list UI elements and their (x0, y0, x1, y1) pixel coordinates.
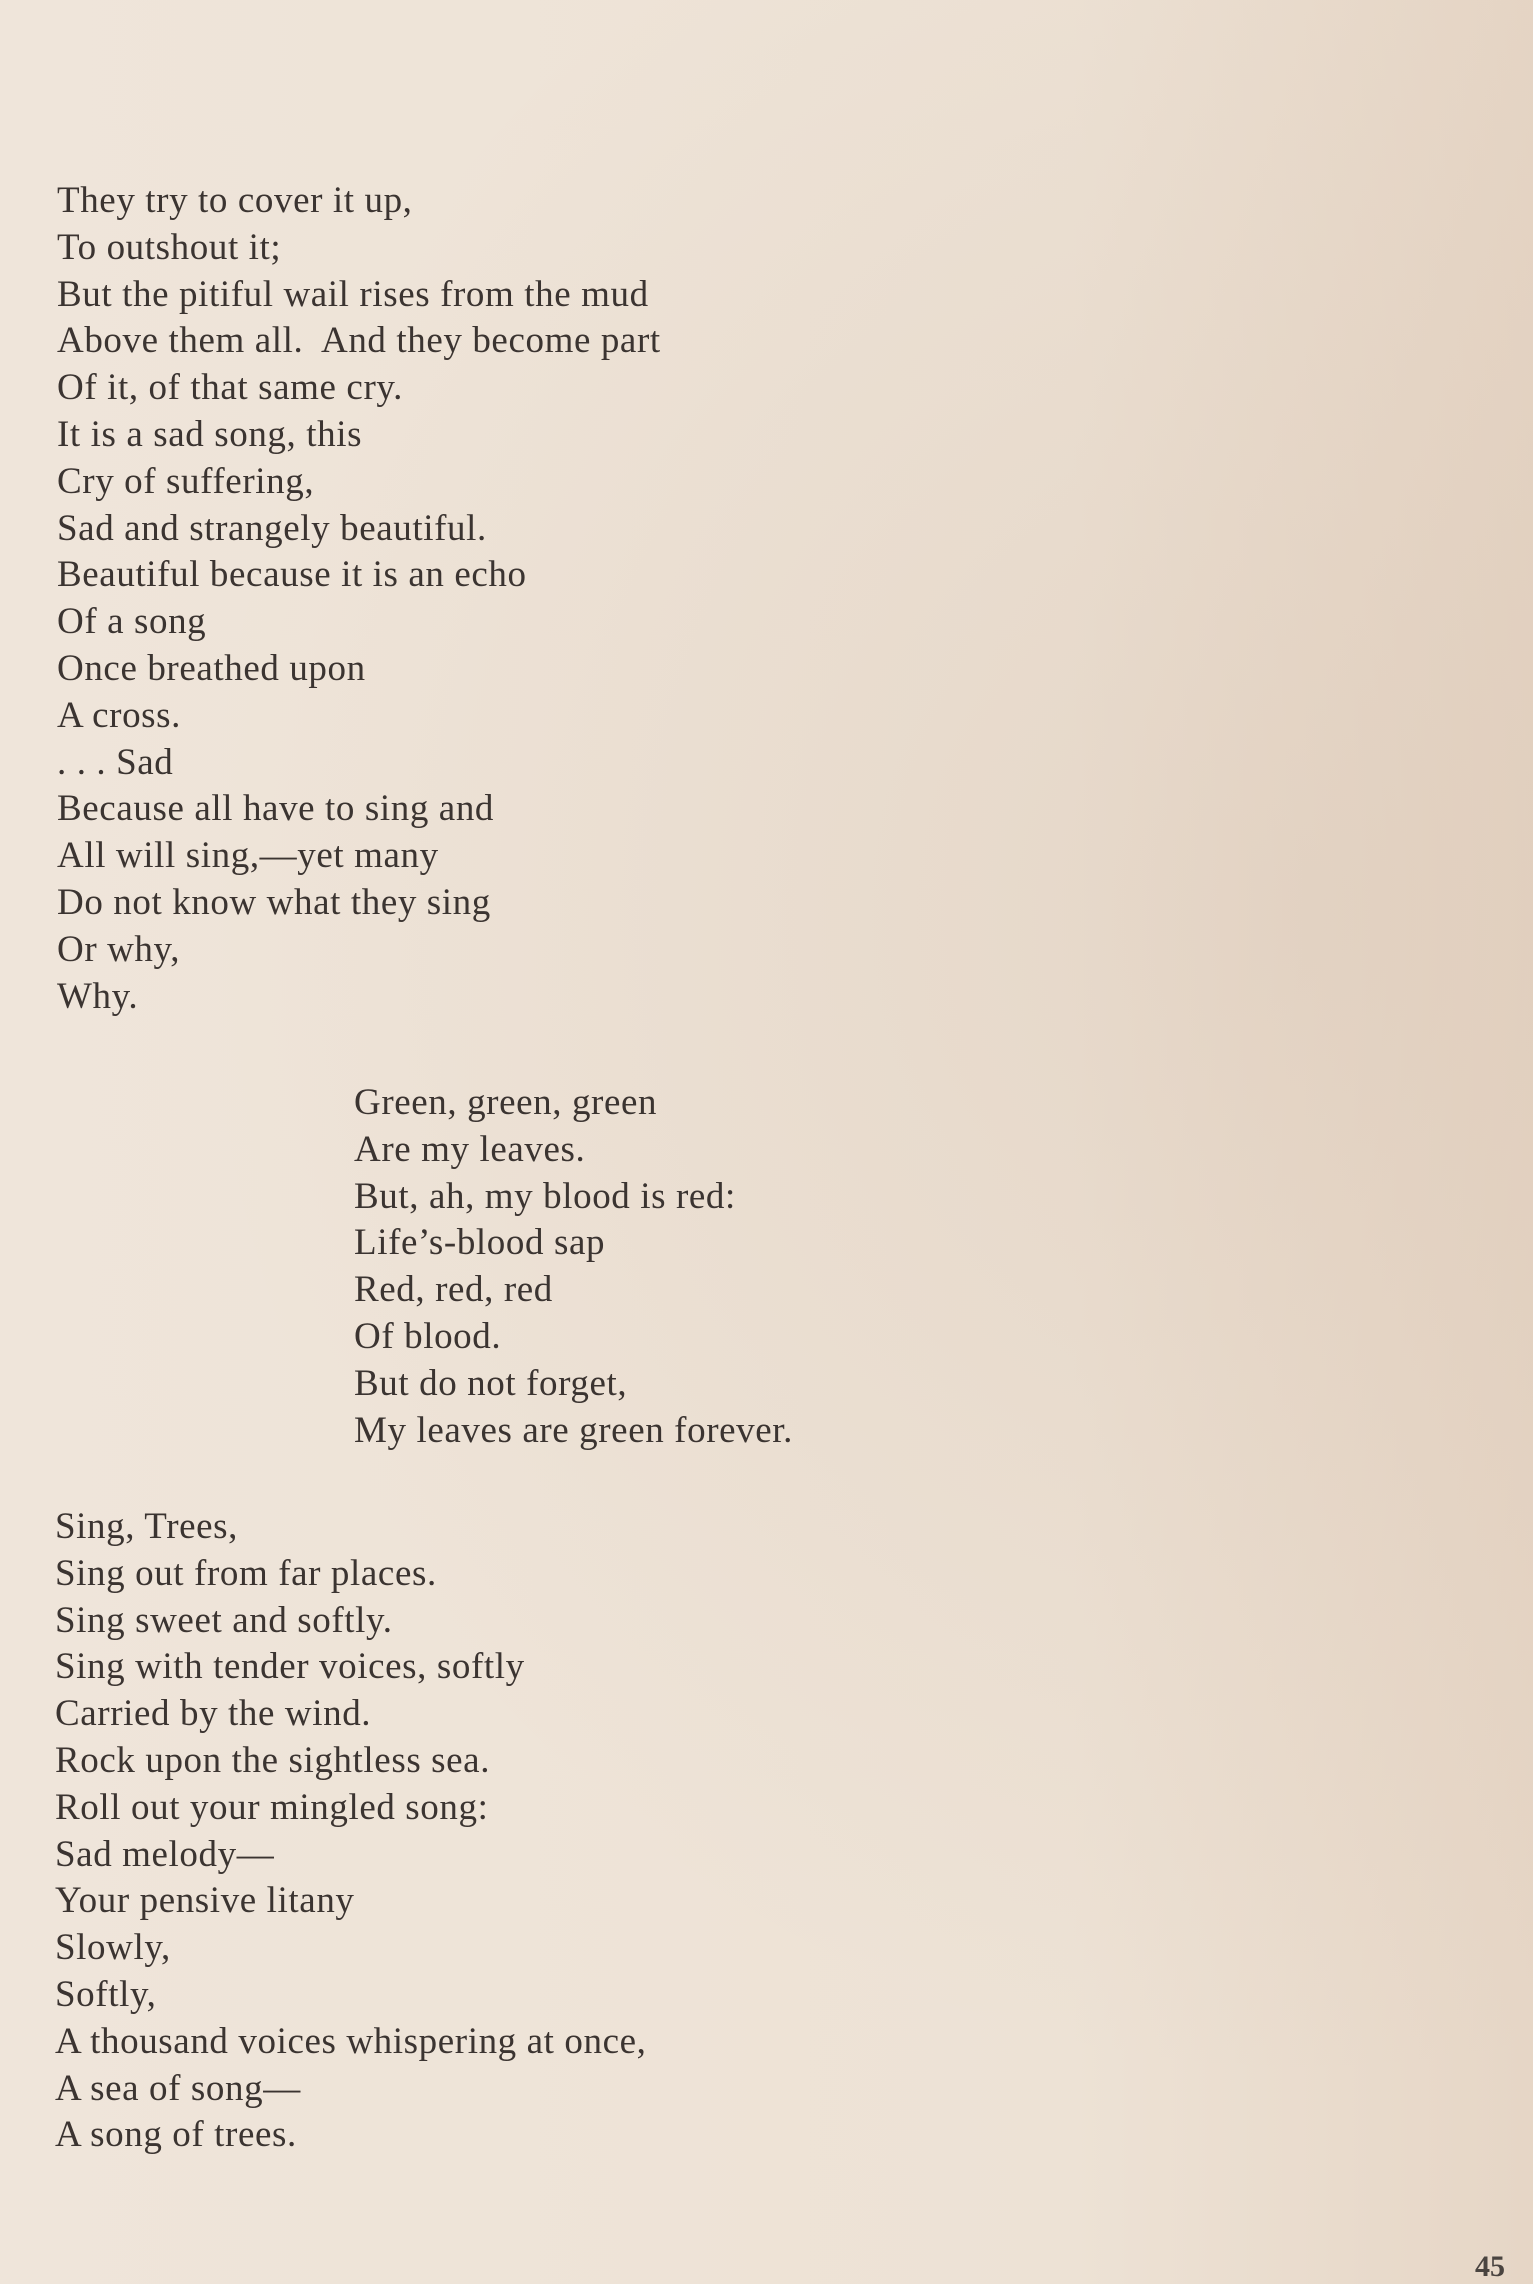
poem-line: But do not forget, (354, 1362, 628, 1404)
poem-line: Why. (57, 975, 139, 1017)
poem-line: Are my leaves. (354, 1128, 586, 1170)
poem-line: Sing, Trees, (55, 1506, 239, 1547)
poem-line: Your pensive litany (55, 1880, 355, 1922)
poem-line: Sad and strangely beautiful. (57, 507, 487, 549)
poem-line: Red, red, red (354, 1269, 553, 1311)
poem-line: A song of trees. (55, 2114, 297, 2156)
poem-line: Or why, (57, 928, 181, 970)
stanza-2 (354, 1080, 793, 1454)
poem-line: Sing with tender voices, softly (55, 1646, 525, 1688)
poem-line: Sing out from far places. (55, 1552, 437, 1594)
poem-line: My leaves are green forever. (354, 1409, 793, 1451)
poem-line: They try to cover it up, (57, 180, 413, 221)
poem-line: Above them all. And they become part (57, 320, 661, 362)
poem-line: Sad melody— (55, 1833, 275, 1875)
poem-line: To outshout it; (57, 226, 282, 268)
poem-line: Of blood. (354, 1315, 502, 1357)
poem-line: Life’s-blood sap (354, 1222, 606, 1264)
page-number: 45 (1475, 2250, 1505, 2283)
poem-line: It is a sad song, this (57, 413, 363, 455)
poem-line: A thousand voices whispering at once, (55, 2020, 647, 2062)
stanza-1 (57, 178, 661, 1020)
poem-line: A cross. (57, 694, 182, 736)
poem-line: Rock upon the sightless sea. (55, 1739, 491, 1781)
poem-line: A sea of song— (55, 2067, 301, 2109)
poem-line: Once breathed upon (57, 647, 366, 689)
poem-line: . . . Sad (57, 741, 174, 783)
poem-line: Of a song (57, 601, 207, 643)
stanza-3 (55, 1504, 646, 2159)
poem-line: Because all have to sing and (57, 788, 495, 830)
poem-line: All will sing,—yet many (57, 835, 439, 877)
poem-line: Carried by the wind. (55, 1693, 372, 1735)
poem-line: Do not know what they sing (57, 881, 491, 923)
poem-line: Of it, of that same cry. (57, 367, 403, 409)
poem-line: But, ah, my blood is red: (354, 1175, 736, 1217)
poem-line: Roll out your mingled song: (55, 1786, 489, 1828)
poem-line: Beautiful because it is an echo (57, 554, 527, 596)
poem-line: But the pitiful wail rises from the mud (57, 273, 649, 315)
poem-line: Softly, (55, 1973, 157, 2015)
poem-line: Slowly, (55, 1927, 171, 1969)
poem-line: Green, green, green (354, 1082, 658, 1123)
poem-line: Sing sweet and softly. (55, 1599, 393, 1641)
poem-line: Cry of suffering, (57, 460, 315, 502)
